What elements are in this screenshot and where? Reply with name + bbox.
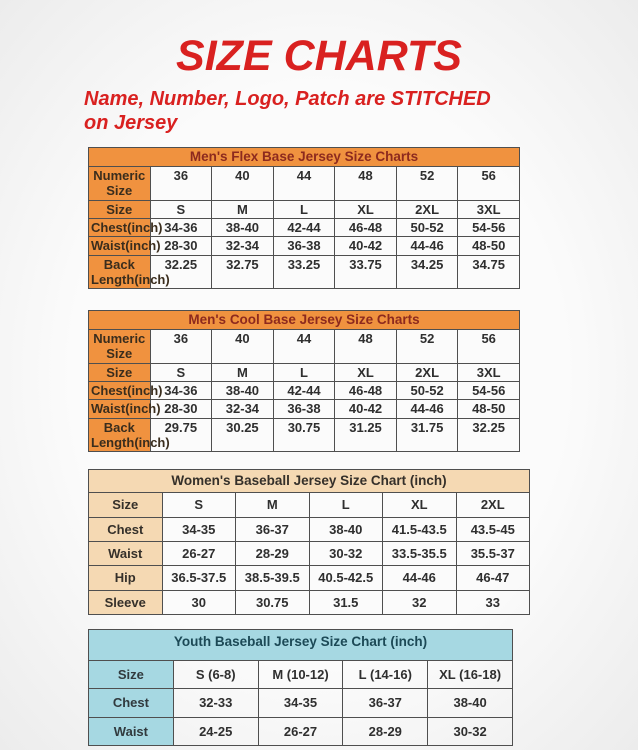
table-row	[89, 717, 513, 745]
cell-value: 32.25	[458, 418, 520, 452]
table-row	[89, 255, 520, 289]
cell-value: 34-36	[150, 382, 212, 400]
row-label: Numeric Size	[89, 330, 151, 364]
row-label: Waist	[89, 542, 163, 566]
cell-value: 30-32	[428, 717, 513, 745]
table-title-row	[89, 470, 530, 493]
cell-value: M	[236, 493, 310, 517]
cell-value: 38.5-39.5	[236, 566, 310, 590]
table-title-row	[89, 311, 520, 330]
cell-value: 48	[335, 166, 397, 200]
cell-value: 52	[396, 166, 458, 200]
row-label: Back Length(inch)	[89, 255, 151, 289]
cell-value: 36-38	[273, 237, 335, 255]
row-label: Waist(inch)	[89, 400, 151, 418]
cell-value: L	[309, 493, 383, 517]
cell-value: 32	[383, 590, 457, 614]
row-label: Sleeve	[89, 590, 163, 614]
row-label: Waist(inch)	[89, 237, 151, 255]
cell-value: 26-27	[258, 717, 343, 745]
row-label: Chest(inch)	[89, 382, 151, 400]
row-label: Chest	[89, 689, 174, 717]
cell-value: 29.75	[150, 418, 212, 452]
table-row	[89, 542, 530, 566]
size-chart-youth-baseball	[88, 629, 513, 746]
cell-value: 56	[458, 166, 520, 200]
cell-value: 28-30	[150, 400, 212, 418]
cell-value: XL (16-18)	[428, 660, 513, 688]
cell-value: 44-46	[383, 566, 457, 590]
cell-value: 36-38	[273, 400, 335, 418]
cell-value: 38-40	[309, 517, 383, 541]
row-label: Back Length(inch)	[89, 418, 151, 452]
table-row	[89, 493, 530, 517]
page-title: SIZE CHARTS	[176, 32, 462, 80]
cell-value: L	[273, 200, 335, 218]
cell-value: 50-52	[396, 218, 458, 236]
cell-value: 30-32	[309, 542, 383, 566]
table-title: Youth Baseball Jersey Size Chart (inch)	[89, 630, 513, 661]
cell-value: XL	[335, 363, 397, 381]
cell-value: 32-34	[212, 237, 274, 255]
cell-value: XL	[383, 493, 457, 517]
cell-value: S	[162, 493, 236, 517]
cell-value: 40.5-42.5	[309, 566, 383, 590]
cell-value: 33.5-35.5	[383, 542, 457, 566]
cell-value: L (14-16)	[343, 660, 428, 688]
cell-value: 32-34	[212, 400, 274, 418]
cell-value: 36	[150, 166, 212, 200]
table-row	[89, 689, 513, 717]
cell-value: XL	[335, 200, 397, 218]
table-row	[89, 330, 520, 364]
cell-value: 43.5-45	[456, 517, 530, 541]
size-chart-mens-flex-base	[88, 147, 520, 289]
cell-value: 34.25	[396, 255, 458, 289]
cell-value: 32.25	[150, 255, 212, 289]
cell-value: 44	[273, 166, 335, 200]
cell-value: 48	[335, 330, 397, 364]
cell-value: 48-50	[458, 237, 520, 255]
table-title: Men's Cool Base Jersey Size Charts	[89, 311, 520, 330]
cell-value: 28-29	[343, 717, 428, 745]
cell-value: 46-48	[335, 218, 397, 236]
cell-value: 52	[396, 330, 458, 364]
table-title-row	[89, 630, 513, 661]
cell-value: 2XL	[396, 200, 458, 218]
cell-value: 50-52	[396, 382, 458, 400]
cell-value: 48-50	[458, 400, 520, 418]
cell-value: 34-35	[162, 517, 236, 541]
table-row	[89, 166, 520, 200]
table-row	[89, 418, 520, 452]
row-label: Size	[89, 493, 163, 517]
table-row	[89, 590, 530, 614]
subtitle-line-1: Name, Number, Logo, Patch are STITCHED	[84, 88, 491, 110]
cell-value: 38-40	[212, 382, 274, 400]
cell-value: 33	[456, 590, 530, 614]
row-label: Numeric Size	[89, 166, 151, 200]
cell-value: 28-30	[150, 237, 212, 255]
cell-value: 26-27	[162, 542, 236, 566]
cell-value: 42-44	[273, 382, 335, 400]
cell-value: 40	[212, 330, 274, 364]
table-row	[89, 218, 520, 236]
cell-value: 36	[150, 330, 212, 364]
row-label: Chest	[89, 517, 163, 541]
row-label: Size	[89, 660, 174, 688]
cell-value: 35.5-37	[456, 542, 530, 566]
cell-value: S	[150, 363, 212, 381]
cell-value: 30.75	[273, 418, 335, 452]
cell-value: 36-37	[343, 689, 428, 717]
cell-value: 31.5	[309, 590, 383, 614]
cell-value: M	[212, 363, 274, 381]
cell-value: 24-25	[173, 717, 258, 745]
row-label: Hip	[89, 566, 163, 590]
cell-value: 40-42	[335, 400, 397, 418]
page-subtitle	[84, 87, 554, 135]
cell-value: 42-44	[273, 218, 335, 236]
table-title: Men's Flex Base Jersey Size Charts	[89, 148, 520, 167]
cell-value: 56	[458, 330, 520, 364]
cell-value: 41.5-43.5	[383, 517, 457, 541]
cell-value: 38-40	[428, 689, 513, 717]
cell-value: 30.75	[236, 590, 310, 614]
cell-value: 33.25	[273, 255, 335, 289]
table-title-row	[89, 148, 520, 167]
cell-value: 30	[162, 590, 236, 614]
cell-value: 31.25	[335, 418, 397, 452]
cell-value: 44-46	[396, 400, 458, 418]
cell-value: 38-40	[212, 218, 274, 236]
cell-value: S	[150, 200, 212, 218]
cell-value: 28-29	[236, 542, 310, 566]
subtitle-line-2: on Jersey	[84, 112, 178, 134]
cell-value: 34-35	[258, 689, 343, 717]
row-label: Waist	[89, 717, 174, 745]
cell-value: 33.75	[335, 255, 397, 289]
table-row	[89, 400, 520, 418]
row-label: Size	[89, 200, 151, 218]
cell-value: M (10-12)	[258, 660, 343, 688]
cell-value: 36.5-37.5	[162, 566, 236, 590]
cell-value: 54-56	[458, 218, 520, 236]
cell-value: 40-42	[335, 237, 397, 255]
table-row	[89, 382, 520, 400]
cell-value: L	[273, 363, 335, 381]
size-chart-mens-cool-base	[88, 310, 520, 452]
cell-value: 44-46	[396, 237, 458, 255]
table-row	[89, 363, 520, 381]
cell-value: 46-47	[456, 566, 530, 590]
table-row	[89, 660, 513, 688]
cell-value: 32-33	[173, 689, 258, 717]
row-label: Chest(inch)	[89, 218, 151, 236]
table-row	[89, 517, 530, 541]
cell-value: M	[212, 200, 274, 218]
cell-value: 31.75	[396, 418, 458, 452]
cell-value: 46-48	[335, 382, 397, 400]
cell-value: 2XL	[456, 493, 530, 517]
table-row	[89, 200, 520, 218]
cell-value: 30.25	[212, 418, 274, 452]
table-title: Women's Baseball Jersey Size Chart (inch)	[89, 470, 530, 493]
cell-value: 32.75	[212, 255, 274, 289]
cell-value: 54-56	[458, 382, 520, 400]
cell-value: 40	[212, 166, 274, 200]
cell-value: 44	[273, 330, 335, 364]
table-row	[89, 566, 530, 590]
cell-value: 2XL	[396, 363, 458, 381]
size-chart-womens-baseball	[88, 469, 530, 615]
cell-value: 3XL	[458, 200, 520, 218]
cell-value: 34-36	[150, 218, 212, 236]
table-row	[89, 237, 520, 255]
row-label: Size	[89, 363, 151, 381]
cell-value: S (6-8)	[173, 660, 258, 688]
cell-value: 3XL	[458, 363, 520, 381]
cell-value: 34.75	[458, 255, 520, 289]
cell-value: 36-37	[236, 517, 310, 541]
